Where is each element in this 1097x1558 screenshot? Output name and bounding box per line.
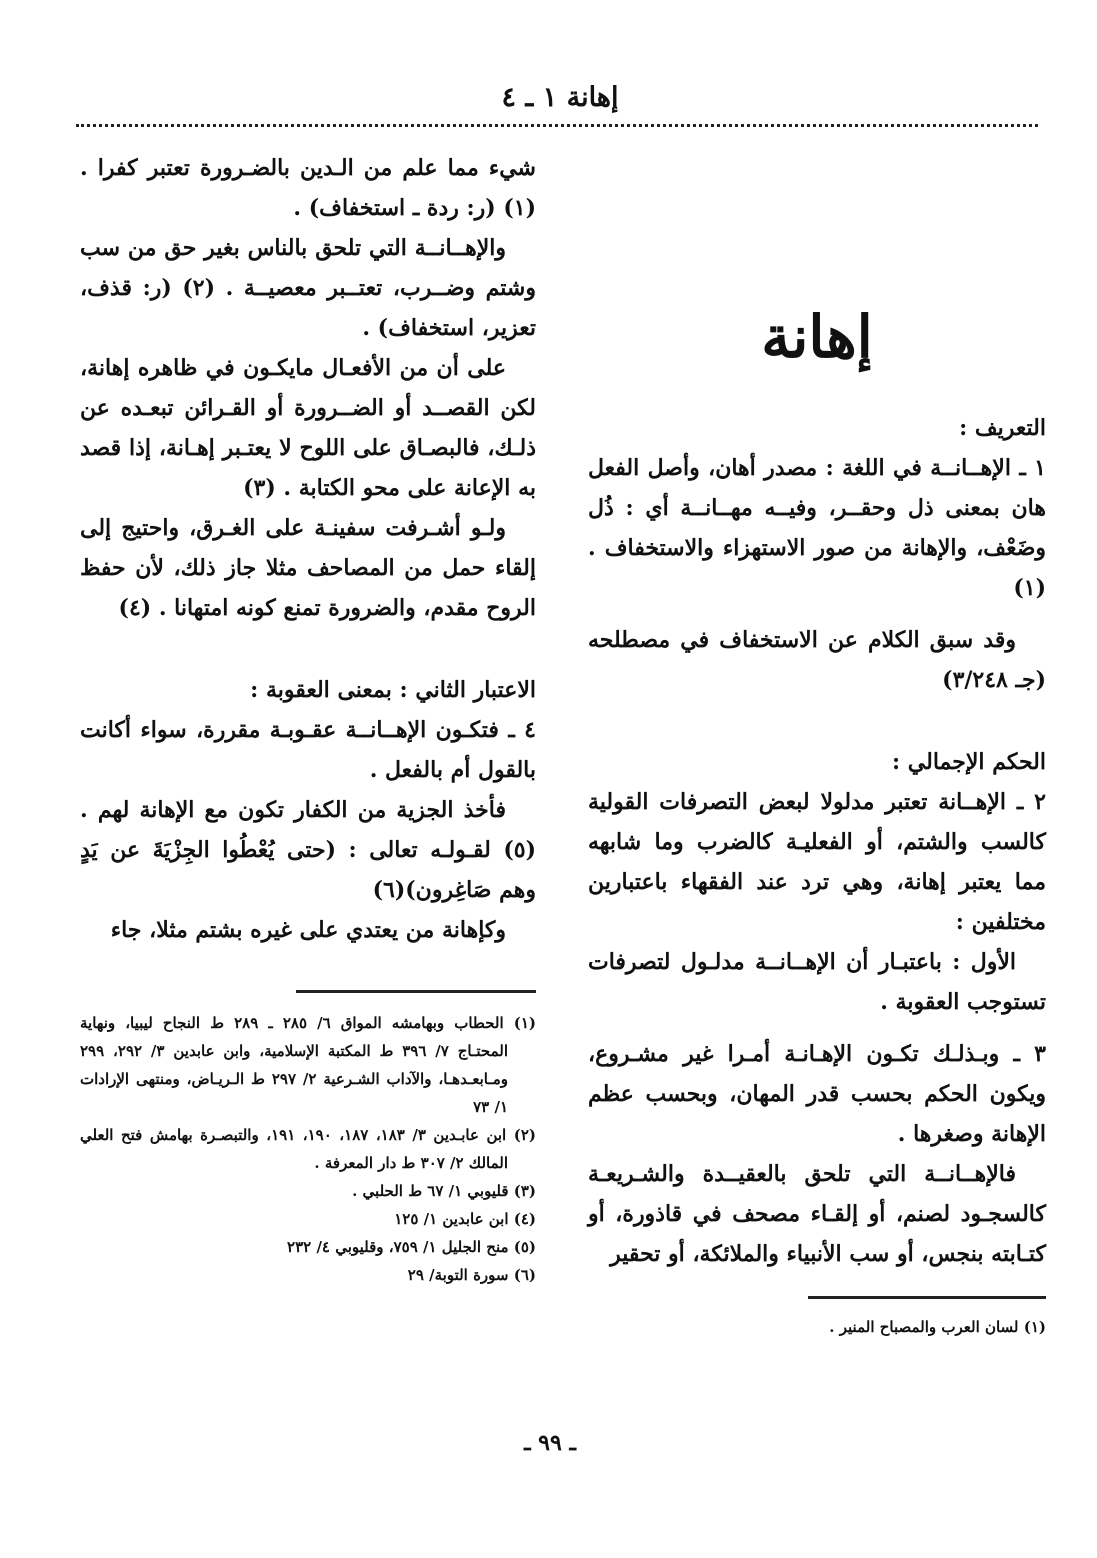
footnote-right-1: (١) لسان العرب والمصباح المنير . (829, 1318, 1046, 1336)
paragraph-first-consideration: الأول : باعتبـار أن الإهــانــة مدلـول لتصرفات تستوجب العقوبة . (588, 949, 1046, 1015)
page-number: ـ ٩٩ ـ (524, 1430, 576, 1456)
second-consideration-heading: الاعتبار الثاني : بمعنى العقوبة : (250, 677, 536, 703)
paragraph-1-definition: ١ ـ الإهــانــة في اللغة : مصدر أهان، وأصل الفعل هان بمعنى ذل وحقــر، وفيــه مهــانــة أي : ذُل وضَعْف، والإهانة من صور الاستهزاء والاستخفاف . (١) (588, 455, 1046, 601)
footnote-left-4: (٤) ابن عابدين ١/ ١٢٥ (394, 1210, 536, 1228)
paragraph-4-punishment: ٤ ـ فتكـون الإهــانــة عقـوبـة مقررة، سواء أكانت بالقول أم بالفعل . (80, 717, 536, 783)
paragraph-jizya: فأخذ الجزية من الكفار تكون مع الإهانة لهم . (٥) لقـولـه تعالى : (حتى يُعْطُوا الجِزْيَةَ عن يَدٍ وهم صَاغِرون)(٦) (80, 797, 536, 903)
ruling-heading: الحكم الإجمالي : (892, 749, 1046, 775)
paragraph-disbelief: شيء مما علم من الـدين بالضـرورة تعتبر كفرا . (١) (ر: ردة ـ استخفاف) . (80, 155, 536, 221)
header-dotted-rule (76, 124, 1038, 127)
paragraph-intent: على أن من الأفعـال مايكـون في ظاهره إهانة، لكن القصــد أو الضــرورة أو القـرائن تبعـده عن ذلـك، فالبصـاق على اللوح لا يعتـبر إهـانة، إذا قصد به الإعانة على محو الكتابة . (٣) (80, 355, 536, 501)
left-column (80, 148, 536, 1289)
paragraph-3: ٣ ـ وبـذلـك تكـون الإهـانـة أمـرا غير مشـروع، ويكون الحكم بحسب قدر المهان، وبحسب عظم الإهانة وصغرها . (588, 1041, 1046, 1147)
running-header: إهانة ١ ـ ٤ (501, 82, 619, 113)
footnote-left-3: (٣) قليوبي ١/ ٦٧ ط الحلبي . (352, 1182, 536, 1200)
paragraph-cross-reference: وقد سبق الكلام عن الاستخفاف في مصطلحه (جـ ٣/٢٤٨) (588, 627, 1046, 693)
paragraph-creed-insult: فالإهــانــة التي تلحق بالعقيــدة والشـريعـة كالسجـود لصنم، أو إلقـاء مصحف في قاذورة، أو كتـابته بنجس، أو سب الأنبياء والملائكة، أو تحقير (588, 1161, 1046, 1267)
footnote-left-5: (٥) منح الجليل ١/ ٧٥٩، وقليوبي ٤/ ٢٣٢ (287, 1238, 536, 1256)
paragraph-2-ruling: ٢ ـ الإهــانة تعتبر مدلولا لبعض التصرفات القولية كالسب والشتم، أو الفعليـة كالضرب وما شابهه مما يعتبر إهانة، وهي ترد عند الفقهاء باعتبارين مختلفين : (588, 789, 1046, 935)
footnote-left-1: (١) الحطاب وبهامشه المواق ٦/ ٢٨٥ ـ ٢٨٩ ط النجاح ليبيا، ونهاية المحتـاج ٧/ ٣٩٦ ط المكتبة الإسلامية، وابن عابدين ٣/ ٢٩٢، ٢٩٩ ومـابعـدهـا، والآداب الشـرعية ٢/ ٢٩٧ ط الـريـاض، ومنتهى الإرادات ١/ ٧٣ (80, 1014, 537, 1116)
paragraph-assault: وكإهانة من يعتدي على غيره بشتم مثلا، جاء (110, 917, 506, 943)
right-column (588, 140, 1046, 1341)
article-title: إهانة (761, 303, 873, 371)
paragraph-insult-people: والإهــانــة التي تلحق بالناس بغير حق من سب وشتم وضــرب، تعتــبر معصيــة . (٢) (ر: قذف، تعزير، استخفاف) . (80, 235, 536, 341)
paragraph-ship: ولـو أشـرفت سفينـة على الغـرق، واحتيج إلى إلقاء حمل من المصاحف مثلا جاز ذلك، لأن حفظ الروح مقدم، والضرورة تمنع كونه امتهانا . (٤) (80, 515, 536, 621)
footnote-left-6: (٦) سورة التوبة/ ٢٩ (407, 1266, 536, 1284)
footnotes-left (80, 1009, 536, 1289)
definition-heading: التعريف : (959, 415, 1046, 441)
footnote-left-2: (٢) ابن عابـدين ٣/ ١٨٣، ١٨٧، ١٩٠، ١٩١، والتبصـرة بهامش فتح العلي المالك ٢/ ٣٠٧ ط دار المعرفة . (80, 1126, 536, 1172)
